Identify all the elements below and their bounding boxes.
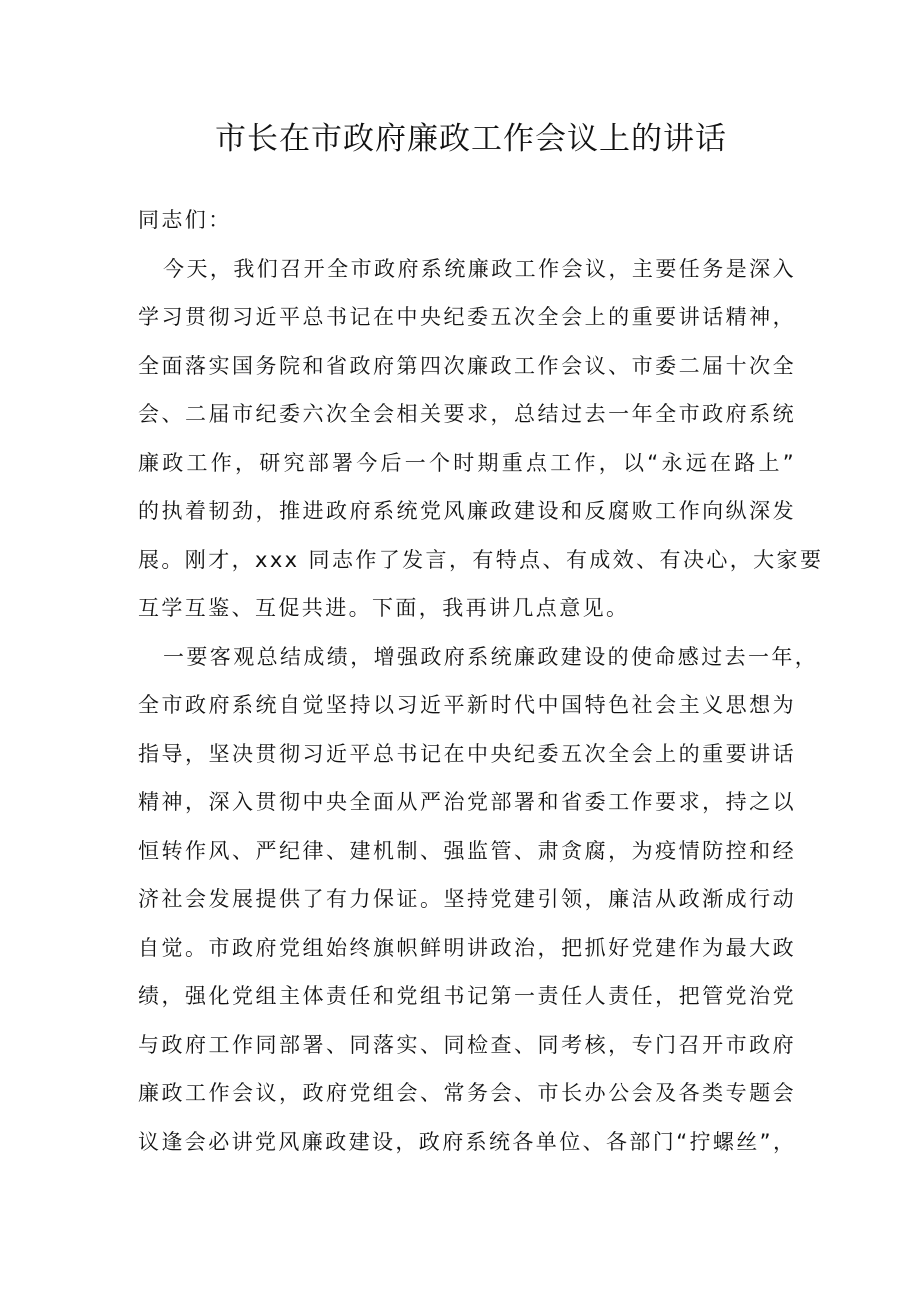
paragraph-line: 学习贯彻习近平总书记在中央纪委五次全会上的重要讲话精神， — [138, 305, 796, 329]
paragraph-line: 全面落实国务院和省政府第四次廉政工作会议、市委二届十次全 — [138, 353, 796, 378]
paragraph-line: 廉政工作会议，政府党组会、常务会、市长办公会及各类专题会 — [138, 1081, 796, 1105]
paragraph-line: 的执着韧劲，推进政府系统党风廉政建设和反腐败工作向纵深发 — [138, 499, 796, 523]
paragraph-line: 展。刚才，xxx 同志作了发言，有特点、有成效、有决心，大家要 — [138, 547, 824, 572]
salutation: 同志们： — [138, 208, 232, 232]
document-body — [138, 196, 824, 1166]
paragraph-line: 精神，深入贯彻中央全面从严治党部署和省委工作要求，持之以 — [138, 790, 796, 814]
paragraph-line: 自觉。市政府党组始终旗帜鲜明讲政治，把抓好党建作为最大政 — [138, 935, 796, 960]
paragraph-line: 济社会发展提供了有力保证。坚持党建引领，廉洁从政渐成行动 — [138, 887, 796, 911]
paragraph-line: 与政府工作同部署、同落实、同检查、同考核，专门召开市政府 — [138, 1032, 796, 1057]
paragraph-line: 会、二届市纪委六次全会相关要求，总结过去一年全市政府系统 — [138, 402, 796, 426]
paragraph-line: 绩，强化党组主体责任和党组书记第一责任人责任，把管党治党 — [138, 984, 796, 1008]
paragraph-line: 指导，坚决贯彻习近平总书记在中央纪委五次全会上的重要讲话 — [138, 741, 796, 766]
paragraph-line: 廉政工作，研究部署今后一个时期重点工作，以“永远在路上” — [138, 450, 796, 475]
paragraph-1 — [138, 245, 824, 633]
paragraph-2 — [138, 633, 819, 1167]
paragraph-line: 互学互鉴、互促共进。下面，我再讲几点意见。 — [138, 596, 630, 620]
paragraph-line: 恒转作风、严纪律、建机制、强监管、肃贪腐，为疫情防控和经 — [138, 838, 796, 863]
paragraph-line: 全市政府系统自觉坚持以习近平新时代中国特色社会主义思想为 — [138, 693, 796, 717]
paragraph-line: 议逢会必讲党风廉政建设，政府系统各单位、各部门“拧螺丝”， — [138, 1129, 797, 1154]
paragraph-line: 一要客观总结成绩，增强政府系统廉政建设的使命感过去一年， — [163, 644, 819, 669]
paragraph-line: 今天，我们召开全市政府系统廉政工作会议，主要任务是深入 — [163, 256, 796, 281]
document-title: 市长在市政府廉政工作会议上的讲话 — [215, 121, 727, 157]
